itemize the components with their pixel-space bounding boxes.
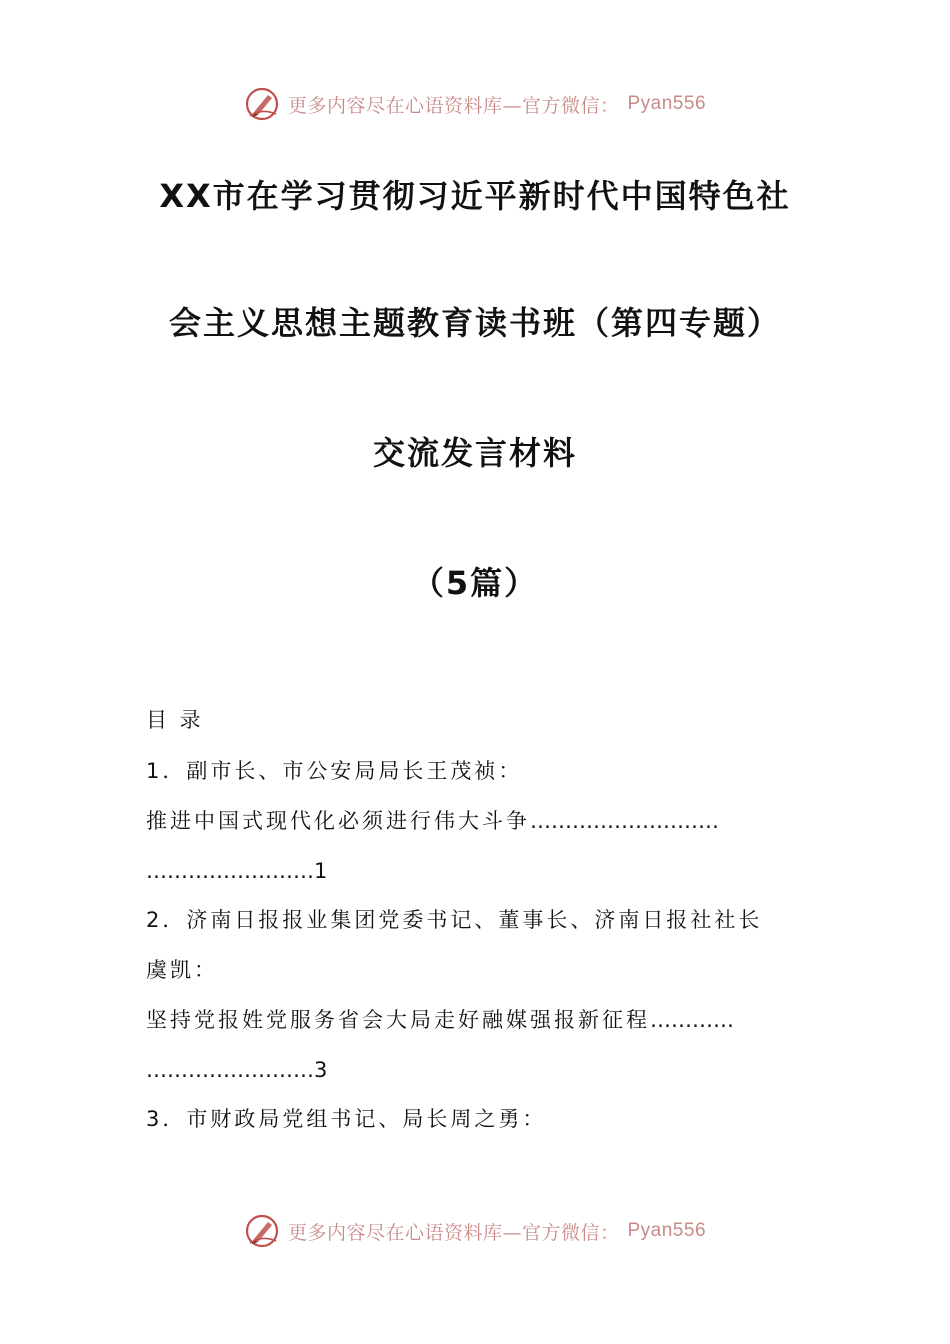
- doc-title-line-1: XX市在学习贯彻习近平新时代中国特色社: [159, 177, 791, 215]
- toc-entry-2-author: 2．济南日报报业集团党委书记、董事长、济南日报社社长: [146, 908, 763, 932]
- pen-logo-icon: [244, 1213, 280, 1249]
- toc-entry-1-leader: ………………………: [530, 809, 719, 833]
- toc-entry-3-author: 3．市财政局党组书记、局长周之勇：: [146, 1107, 547, 1131]
- toc-entry-2-author-cont: 虞凯：: [146, 958, 218, 982]
- toc-entry-1-page: 1: [314, 859, 328, 883]
- toc-entry-2-title: 坚持党报姓党服务省会大局走好融媒强报新征程: [146, 1008, 650, 1032]
- watermark-wechat: Pyan556: [627, 93, 707, 114]
- watermark-header: [0, 84, 950, 124]
- doc-title-line-3: 交流发言材料: [372, 434, 577, 472]
- watermark-text: 更多内容尽在心语资料库—官方微信：: [287, 94, 620, 117]
- toc-entry-2-page-line: [146, 1055, 811, 1085]
- doc-title-line-2: 会主义思想主题教育读书班（第四专题）: [168, 304, 781, 342]
- watermark-wechat: Pyan556: [627, 1220, 707, 1241]
- toc-entry-1-page-line: [146, 856, 811, 886]
- watermark-footer: [0, 1211, 950, 1251]
- toc-entry-2-leader: …………: [650, 1008, 734, 1032]
- toc-entry-1-title-line: [146, 806, 811, 836]
- watermark-text: 更多内容尽在心语资料库—官方微信：: [287, 1221, 620, 1244]
- toc-entry-2-title-line: [146, 1005, 811, 1035]
- toc-entry-2-leader-cont: ……………………: [146, 1058, 314, 1082]
- toc-entry-2-page: 3: [314, 1058, 328, 1082]
- toc-heading: 目 录: [146, 708, 204, 732]
- pen-logo-icon: [244, 86, 280, 122]
- toc-entry-1-leader-cont: ……………………: [146, 859, 314, 883]
- toc-entry-1-title: 推进中国式现代化必须进行伟大斗争: [146, 809, 530, 833]
- doc-title-count: （5篇）: [411, 564, 539, 602]
- toc-entry-1-author: 1．副市长、市公安局局长王茂祯：: [146, 759, 523, 783]
